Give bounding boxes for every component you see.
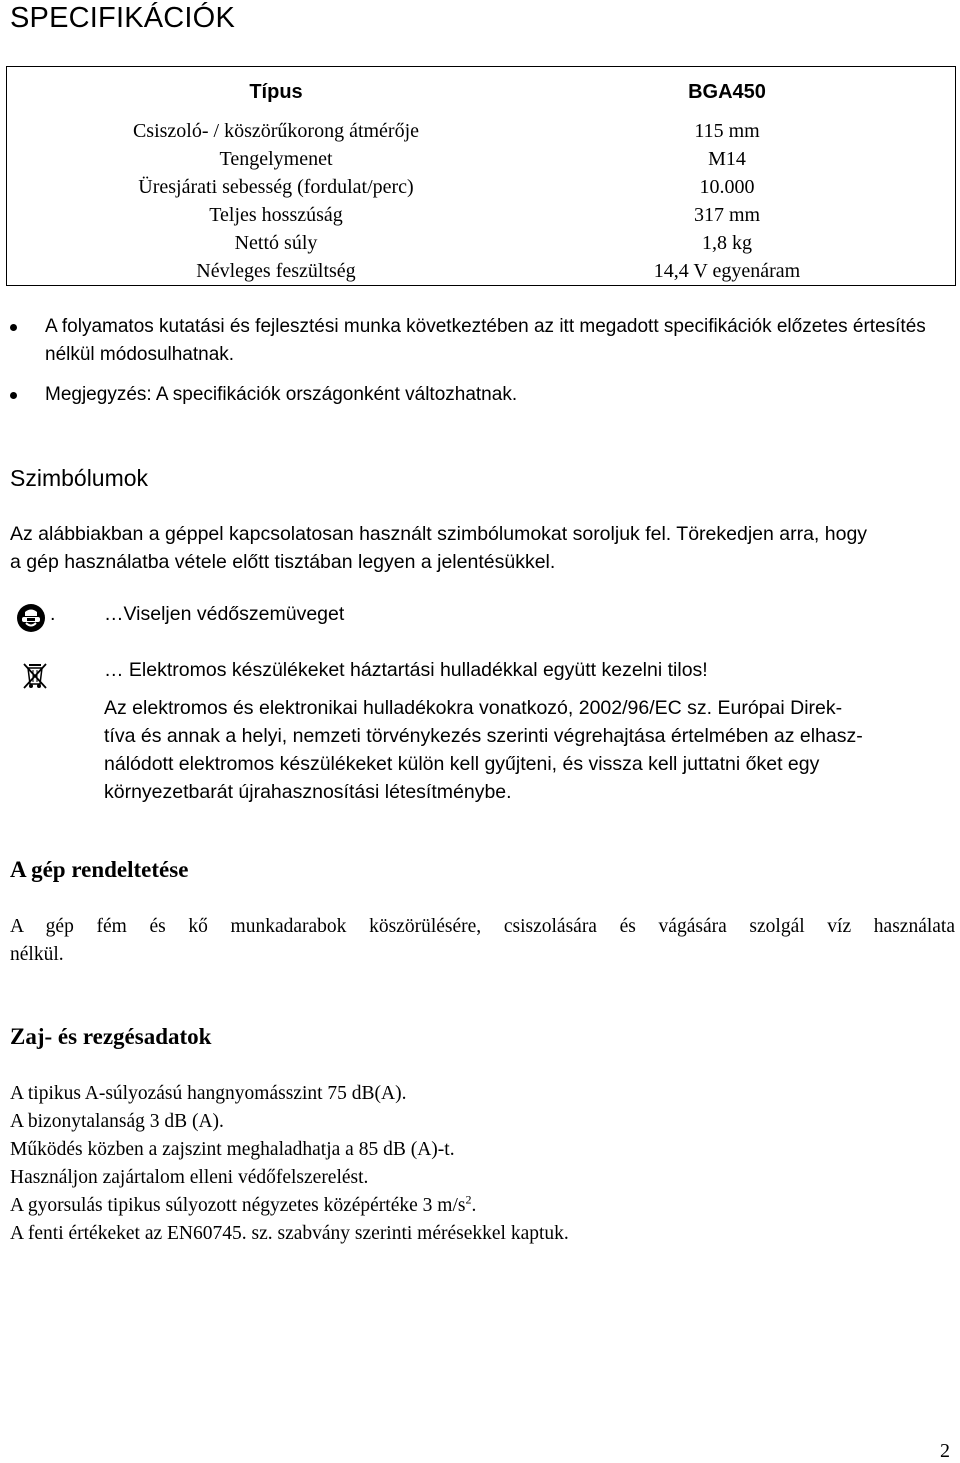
intro-line: a gép használatba vétele előtt tisztában legyen a jelentésükkel.	[10, 551, 556, 573]
spec-value: 1,8 kg	[702, 232, 752, 254]
symbols-intro	[10, 520, 955, 576]
spec-label: Teljes hosszúság	[209, 204, 343, 226]
weee-text: … Elektromos készülékeket háztartási hulladékkal együtt kezelni tilos!	[104, 659, 708, 681]
noise-line: Működés közben a zajszint meghaladhatja a 85 dB (A)-t.	[10, 1139, 455, 1160]
vibration-superscript: 2	[465, 1192, 472, 1207]
weee-detail-line: tíva és annak a helyi, nemzeti törvénykezés szerinti végrehajtása értelmében az elhasz-	[104, 725, 863, 747]
noise-line: A bizonytalanság 3 dB (A).	[10, 1111, 224, 1132]
list-item	[10, 381, 955, 409]
noise-line: Használjon zajártalom elleni védőfelszerelést.	[10, 1167, 369, 1188]
spec-header-value: BGA450	[688, 81, 766, 103]
noise-line: A fenti értékeket az EN60745. sz. szabvány szerinti mérésekkel kaptuk.	[10, 1223, 569, 1244]
goggles-dot: .	[50, 603, 56, 625]
spec-table	[6, 66, 956, 286]
page-title: SPECIFIKÁCIÓK	[10, 2, 235, 34]
noise-list	[10, 1080, 955, 1248]
weee-detail	[104, 694, 944, 806]
bullet-icon	[10, 392, 17, 399]
page-number: 2	[940, 1440, 950, 1462]
spec-label: Tengelymenet	[219, 148, 333, 170]
spec-label: Csiszoló- / köszörűkorong átmérője	[132, 120, 420, 142]
noise-line	[10, 1192, 955, 1220]
spec-value: 14,4 V egyenáram	[653, 260, 801, 282]
spec-label: Névleges feszültség	[196, 260, 356, 282]
spec-header-label: Típus	[249, 81, 303, 103]
symbols-heading: Szimbólumok	[10, 465, 149, 491]
weee-detail-line: Az elektromos és elektronikai hulladékokra vonatkozó, 2002/96/EC sz. Európai Direk-	[104, 697, 843, 719]
intro-line: Az alábbiakban a géppel kapcsolatosan használt szimbólumokat soroljuk fel. Törekedjen arra, hogy	[10, 523, 868, 545]
list-item	[10, 313, 955, 369]
note-text: A folyamatos kutatási és fejlesztési munka következtében az itt megadott specifikációk előzetes értesítés nélkül módosulhatnak.	[45, 316, 926, 365]
vibration-end: .	[471, 1195, 477, 1216]
vibration-text: A gyorsulás tipikus súlyozott négyzetes középértéke 3 m/s	[10, 1195, 466, 1216]
noise-heading: Zaj- és rezgésadatok	[10, 1024, 212, 1049]
weee-detail-line: nálódott elektromos készülékeket külön kell gyűjteni, és vissza kell juttatni őket egy	[104, 753, 820, 775]
safety-goggles-icon	[16, 603, 46, 633]
spec-value: 317 mm	[693, 204, 761, 226]
spec-value: M14	[708, 148, 746, 170]
spec-label: Üresjárati sebesség (fordulat/perc)	[138, 176, 414, 198]
bullet-icon	[10, 324, 17, 331]
noise-line: A tipikus A-súlyozású hangnyomásszint 75 dB(A).	[10, 1083, 407, 1104]
note-text: Megjegyzés: A specifikációk országonként változhatnak.	[45, 384, 518, 405]
spec-value: 10.000	[699, 176, 755, 198]
spec-value: 115 mm	[694, 120, 760, 142]
spec-label: Nettó súly	[234, 232, 318, 254]
weee-detail-line: környezetbarát újrahasznosítási létesítménybe.	[104, 781, 512, 803]
notes-list	[10, 313, 955, 421]
goggles-text: …Viseljen védőszemüveget	[104, 603, 345, 625]
purpose-line: A gép fém és kő munkadarabok köszörülésére, csiszolására és vágására szolgál víz használata	[10, 916, 955, 937]
purpose-heading: A gép rendeltetése	[10, 857, 189, 882]
purpose-line: nélkül.	[10, 944, 64, 965]
purpose-text	[10, 913, 955, 969]
crossed-bin-icon	[22, 660, 48, 690]
